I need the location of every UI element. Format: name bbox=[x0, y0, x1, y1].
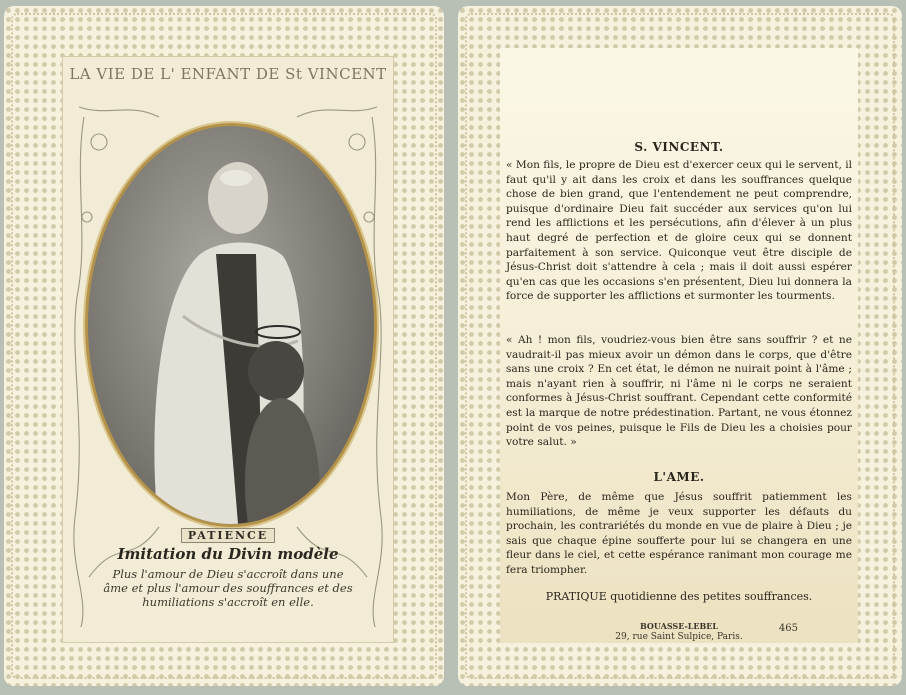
front-panel bbox=[62, 56, 394, 643]
heading-s-vincent: S. VINCENT. bbox=[634, 140, 724, 154]
paragraph-saint-2: « Ah ! mon fils, voudriez-vous bien être sans souffrir ? et ne vaudrait-il pas mieux avoir un démon dans le corps, que d'être sans une croix ? En cet état, le démon ne nuirait point à l'âme ; mais n'ayant rien à souffrir, ni l'âme ni le corps ne seraient conformes à Jésus-Christ souffrant. Cependant cette conformité est la marque de notre prédestination. Partant, ne vous étonnez point de vos peines, puisque le Fils de Dieu les a choisies pour votre salut. » bbox=[506, 334, 852, 449]
portrait-oval bbox=[85, 123, 377, 527]
catalog-number: 465 bbox=[778, 623, 798, 634]
publisher-address: 29, rue Saint Sulpice, Paris. bbox=[615, 632, 743, 642]
front-subtitle: Imitation du Divin modèle bbox=[117, 545, 339, 563]
heading-l-ame: L'AME. bbox=[653, 470, 705, 484]
practice-line: PRATIQUE quotidienne des petites souffrances. bbox=[545, 590, 813, 603]
back-panel bbox=[500, 48, 858, 643]
paragraph-soul: Mon Père, de même que Jésus souffrit patiemment les humiliations, de même je veux supporter les défauts du prochain, les contrariétés du monde en vue de plaire à Dieu ; je sais que chaque épine soufferte pour lui se changera en une fleur dans le ciel, et cette espérance ranimant mon courage me fera triompher. bbox=[506, 491, 852, 576]
paragraph-saint-1: « Mon fils, le propre de Dieu est d'exercer ceux qui le servent, il faut qu'il y ait dans les croix et dans les souffrances quelque chose de bien grand, que l'entendement ne peut comprendre, puisque d'ordinaire Dieu fait succéder aux services qu'on lui rend les afflictions et les persécutions, afin d'élever à un plus haut degré de perfection et de gloire ceux qui se donnent parfaitement à son service. Quiconque veut être disciple de Jésus-Christ doit s'attendre à cela ; mais il doit aussi espérer qu'en cas que les occasions s'en présentent, Dieu lui donnera la force de supporter les afflictions et surmonter les tourments. bbox=[506, 159, 852, 303]
front-title: LA VIE DE L' ENFANT DE St VINCENT bbox=[69, 65, 387, 83]
holy-card-front bbox=[4, 6, 444, 686]
saint-vincent-engraving bbox=[88, 126, 374, 524]
holy-card-back bbox=[458, 6, 902, 686]
publisher-name: BOUASSE-LEBEL bbox=[640, 621, 718, 631]
virtue-label: PATIENCE bbox=[63, 529, 393, 542]
front-verse: Plus l'amour de Dieu s'accroît dans une âme et plus l'amour des souffrances et des humiliations s'accroît en elle. bbox=[103, 567, 353, 609]
